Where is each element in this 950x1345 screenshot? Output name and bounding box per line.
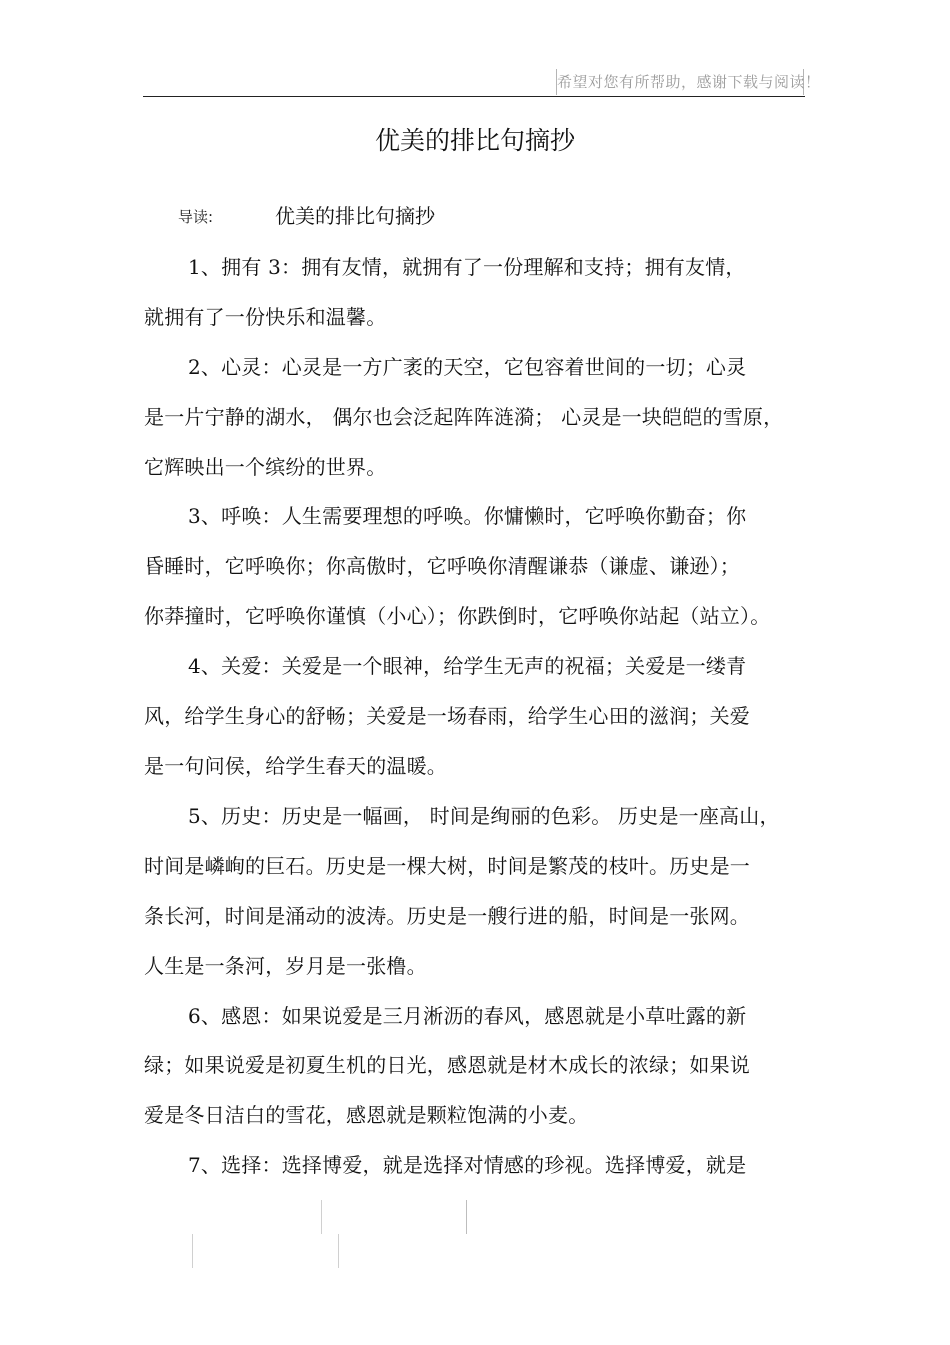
paragraph-3-line-1: 3、呼唤：人生需要理想的呼唤。你慵懒时，它呼唤你勤奋；你	[188, 504, 747, 528]
header-rule	[143, 96, 805, 97]
paragraph-3-line-3: 你莽撞时，它呼唤你谨慎（小心）；你跌倒时，它呼唤你站起（站立）。	[144, 604, 771, 628]
paragraph-2-line-3: 它辉映出一个缤纷的世界。	[144, 455, 387, 479]
scan-mark-4	[338, 1234, 339, 1268]
paragraph-3-line-2: 昏睡时，它呼唤你；你高傲时，它呼唤你清醒谦恭（谦虚、谦逊）；	[144, 554, 740, 578]
paragraph-4-line-1: 4、关爱：关爱是一个眼神，给学生无声的祝福；关爱是一缕青	[188, 654, 747, 678]
paragraph-5-line-4: 人生是一条河，岁月是一张橹。	[144, 954, 427, 978]
scan-mark-3	[192, 1234, 193, 1268]
intro-label: 导读:	[178, 208, 214, 226]
paragraph-6-line-2: 绿；如果说爱是初夏生机的日光，感恩就是材木成长的浓绿；如果说	[144, 1053, 750, 1077]
paragraph-6-line-1: 6、感恩：如果说爱是三月淅沥的春风，感恩就是小草吐露的新	[188, 1004, 747, 1028]
paragraph-1-line-1: 1、拥有 3：拥有友情，就拥有了一份理解和支持；拥有友情，	[188, 255, 746, 279]
paragraph-5-line-2: 时间是嶙峋的巨石。历史是一棵大树，时间是繁茂的枝叶。历史是一	[144, 854, 750, 878]
paragraph-4-line-3: 是一句问侯，给学生春天的温暖。	[144, 754, 447, 778]
paragraph-1-line-2: 就拥有了一份快乐和温馨。	[144, 305, 387, 329]
paragraph-2-line-2: 是一片宁静的湖水， 偶尔也会泛起阵阵涟漪； 心灵是一块皑皑的雪原，	[144, 405, 784, 429]
document-title: 优美的排比句摘抄	[374, 126, 575, 155]
paragraph-4-line-2: 风，给学生身心的舒畅；关爱是一场春雨，给学生心田的滋润；关爱	[144, 704, 750, 728]
scan-mark-1	[321, 1200, 322, 1234]
intro-text: 优美的排比句摘抄	[275, 204, 435, 228]
paragraph-7-line-1: 7、选择：选择博爱，就是选择对情感的珍视。选择博爱，就是	[188, 1153, 747, 1177]
header-note: 希望对您有所帮助，感谢下载与阅读！	[556, 69, 804, 95]
paragraph-5-line-3: 条长河，时间是涌动的波涛。历史是一艘行进的船，时间是一张网。	[144, 904, 750, 928]
paragraph-5-line-1: 5、历史：历史是一幅画， 时间是绚丽的色彩。 历史是一座高山，	[188, 804, 780, 828]
paragraph-2-line-1: 2、心灵：心灵是一方广袤的天空，它包容着世间的一切；心灵	[188, 355, 747, 379]
scan-mark-2	[466, 1200, 467, 1234]
paragraph-6-line-3: 爱是冬日洁白的雪花，感恩就是颗粒饱满的小麦。	[144, 1103, 589, 1127]
